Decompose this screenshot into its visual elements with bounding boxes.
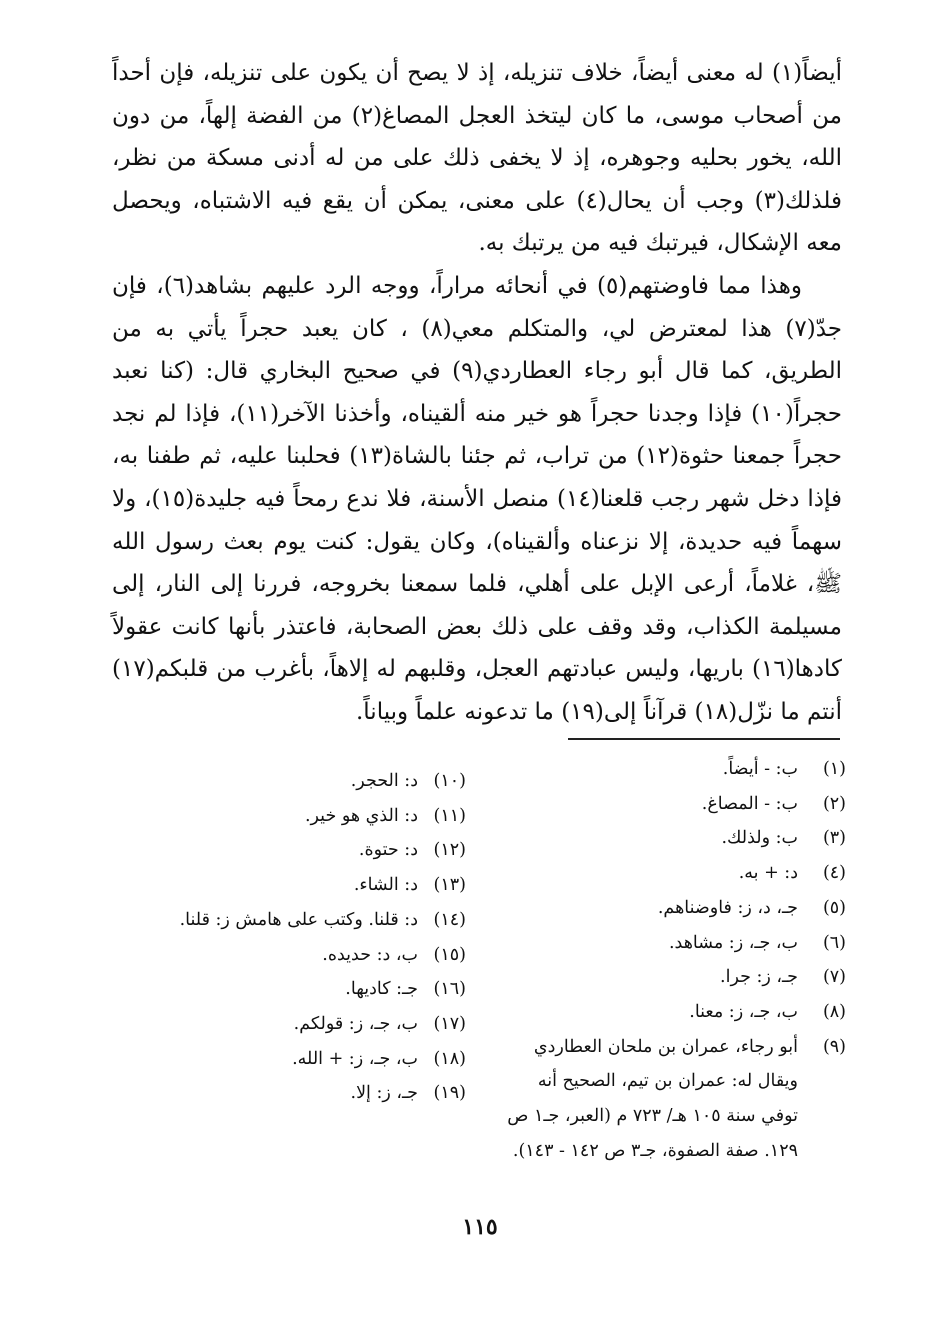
footnote-15: (١٥) ب، د: حديده. — [322, 944, 466, 965]
footnote-16: (١٦) جـ: كاديها. — [345, 979, 466, 1000]
footnote-5: (٥) جـ، د، ز: فاوضناهم. — [657, 897, 846, 918]
footnote-9: (٩) أبو رجاء، عمران بن ملحان العطاردي ويقال له: عمران بن تيم، الصحيح أنه توفي سنة ١٠٥ هـ/ ٧٢٣ م (العبر، جـ١ ص ١٢٩. صفة الصفوة، جـ٣ ص ١٤٢ - ١٤٣). — [507, 1036, 846, 1161]
footnote-17: (١٧) ب، جـ، ز: قولكم. — [293, 1013, 466, 1034]
footnotes-left-column — [150, 764, 466, 1111]
footnote-1: (١) ب: - أيضاً. — [722, 759, 846, 779]
footnote-13: (١٣) د: الشاء. — [353, 875, 466, 896]
paragraph-2: وهذا مما فاوضتهم(٥) في أنحائه مراراً، ووجه الرد عليهم بشاهد(٦)، فإن جدّ(٧) هذا لمعترض لي، والمتكلم معي(٨) ، كان يعبد حجراً يأتي به من الطريق، كما قال أبو رجاء العطاردي(٩) في صحيح البخاري قال: (كنا نعبد حجراً(١٠) فإذا وجدنا حجراً هو خير منه ألقيناه، وأخذنا الآخر(١١)، فإذا لم نجد حجراً جمعنا حثوة(١٢) من تراب، ثم جئنا بالشاة(١٣) فحلبنا عليه، ثم طفنا به، فإذا دخل شهر رجب قلعنا(١٤) منصل الأسنة، فلا ندع رمحاً فيه جليدة(١٥)، ولا سهماً فيه حديدة، إلا نزعناه وألقيناه)، وكان يقول: كنت يوم بعث رسول الله ﷺ، غلاماً، أرعى الإبل على أهلي، فلما سمعنا بخروجه، فررنا إلى النار، إلى مسيلمة الكذاب، وقد وقف على ذلك بعض الصحابة، فاعتذر بأنها كانت عقولاً كادها(١٦) باريها، وليس عبادتهم العجل، وقلبهم له إلاهاً، بأغرب من قلبكم(١٧) أنتم ما نزّل(١٨) قرآناً إلى(١٩) ما تدعونه علماً وبياناً. — [112, 272, 843, 725]
footnotes-right-column — [500, 752, 846, 1168]
footnote-6: (٦) ب، جـ، ز: مشاهد. — [668, 932, 846, 953]
footnote-7: (٧) جـ، ز: جرا. — [720, 967, 846, 988]
footnote-19: (١٩) جـ، ز: إلا. — [350, 1083, 466, 1104]
paragraph-1: أيضاً(١) له معنى أيضاً، خلاف تنزيله، إذ لا يصح أن يكون على تنزيله، فإن أحداً من أصحاب موسى، ما كان ليتخذ العجل المصاغ(٢) من الفضة إلهاً، من دون الله، يخور بحليه وجوهره، إذ لا يخفى ذلك على من له أدنى مسكة من نظر، فلذلك(٣) وجب أن يحال(٤) على معنى، يمكن أن يقع فيه الاشتباه، ويحصل معه الإشكال، فيرتبك فيه من يرتبك به. — [112, 60, 842, 257]
footnote-divider — [568, 738, 840, 740]
footnote-11: (١١) د: الذي هو خير. — [304, 805, 466, 826]
footnote-18: (١٨) ب، جـ، ز: + الله. — [292, 1048, 466, 1069]
footnote-3: (٣) ب: ولذلك. — [721, 828, 846, 849]
footnote-10: (١٠) د: الحجر. — [350, 771, 466, 791]
footnote-14: (١٤) د: قلنا. وكتب على هامش ز: قلنا. — [179, 909, 466, 930]
footnote-12: (١٢) د: حتوة. — [358, 840, 466, 861]
footnote-2: (٢) ب: - المصاغ. — [701, 793, 846, 814]
main-text — [112, 52, 842, 734]
page-number: ١١٥ — [462, 1214, 498, 1240]
footnote-8: (٨) ب، جـ، ز: معنا. — [689, 1001, 846, 1022]
footnote-4: (٤) د: + به. — [738, 863, 846, 884]
